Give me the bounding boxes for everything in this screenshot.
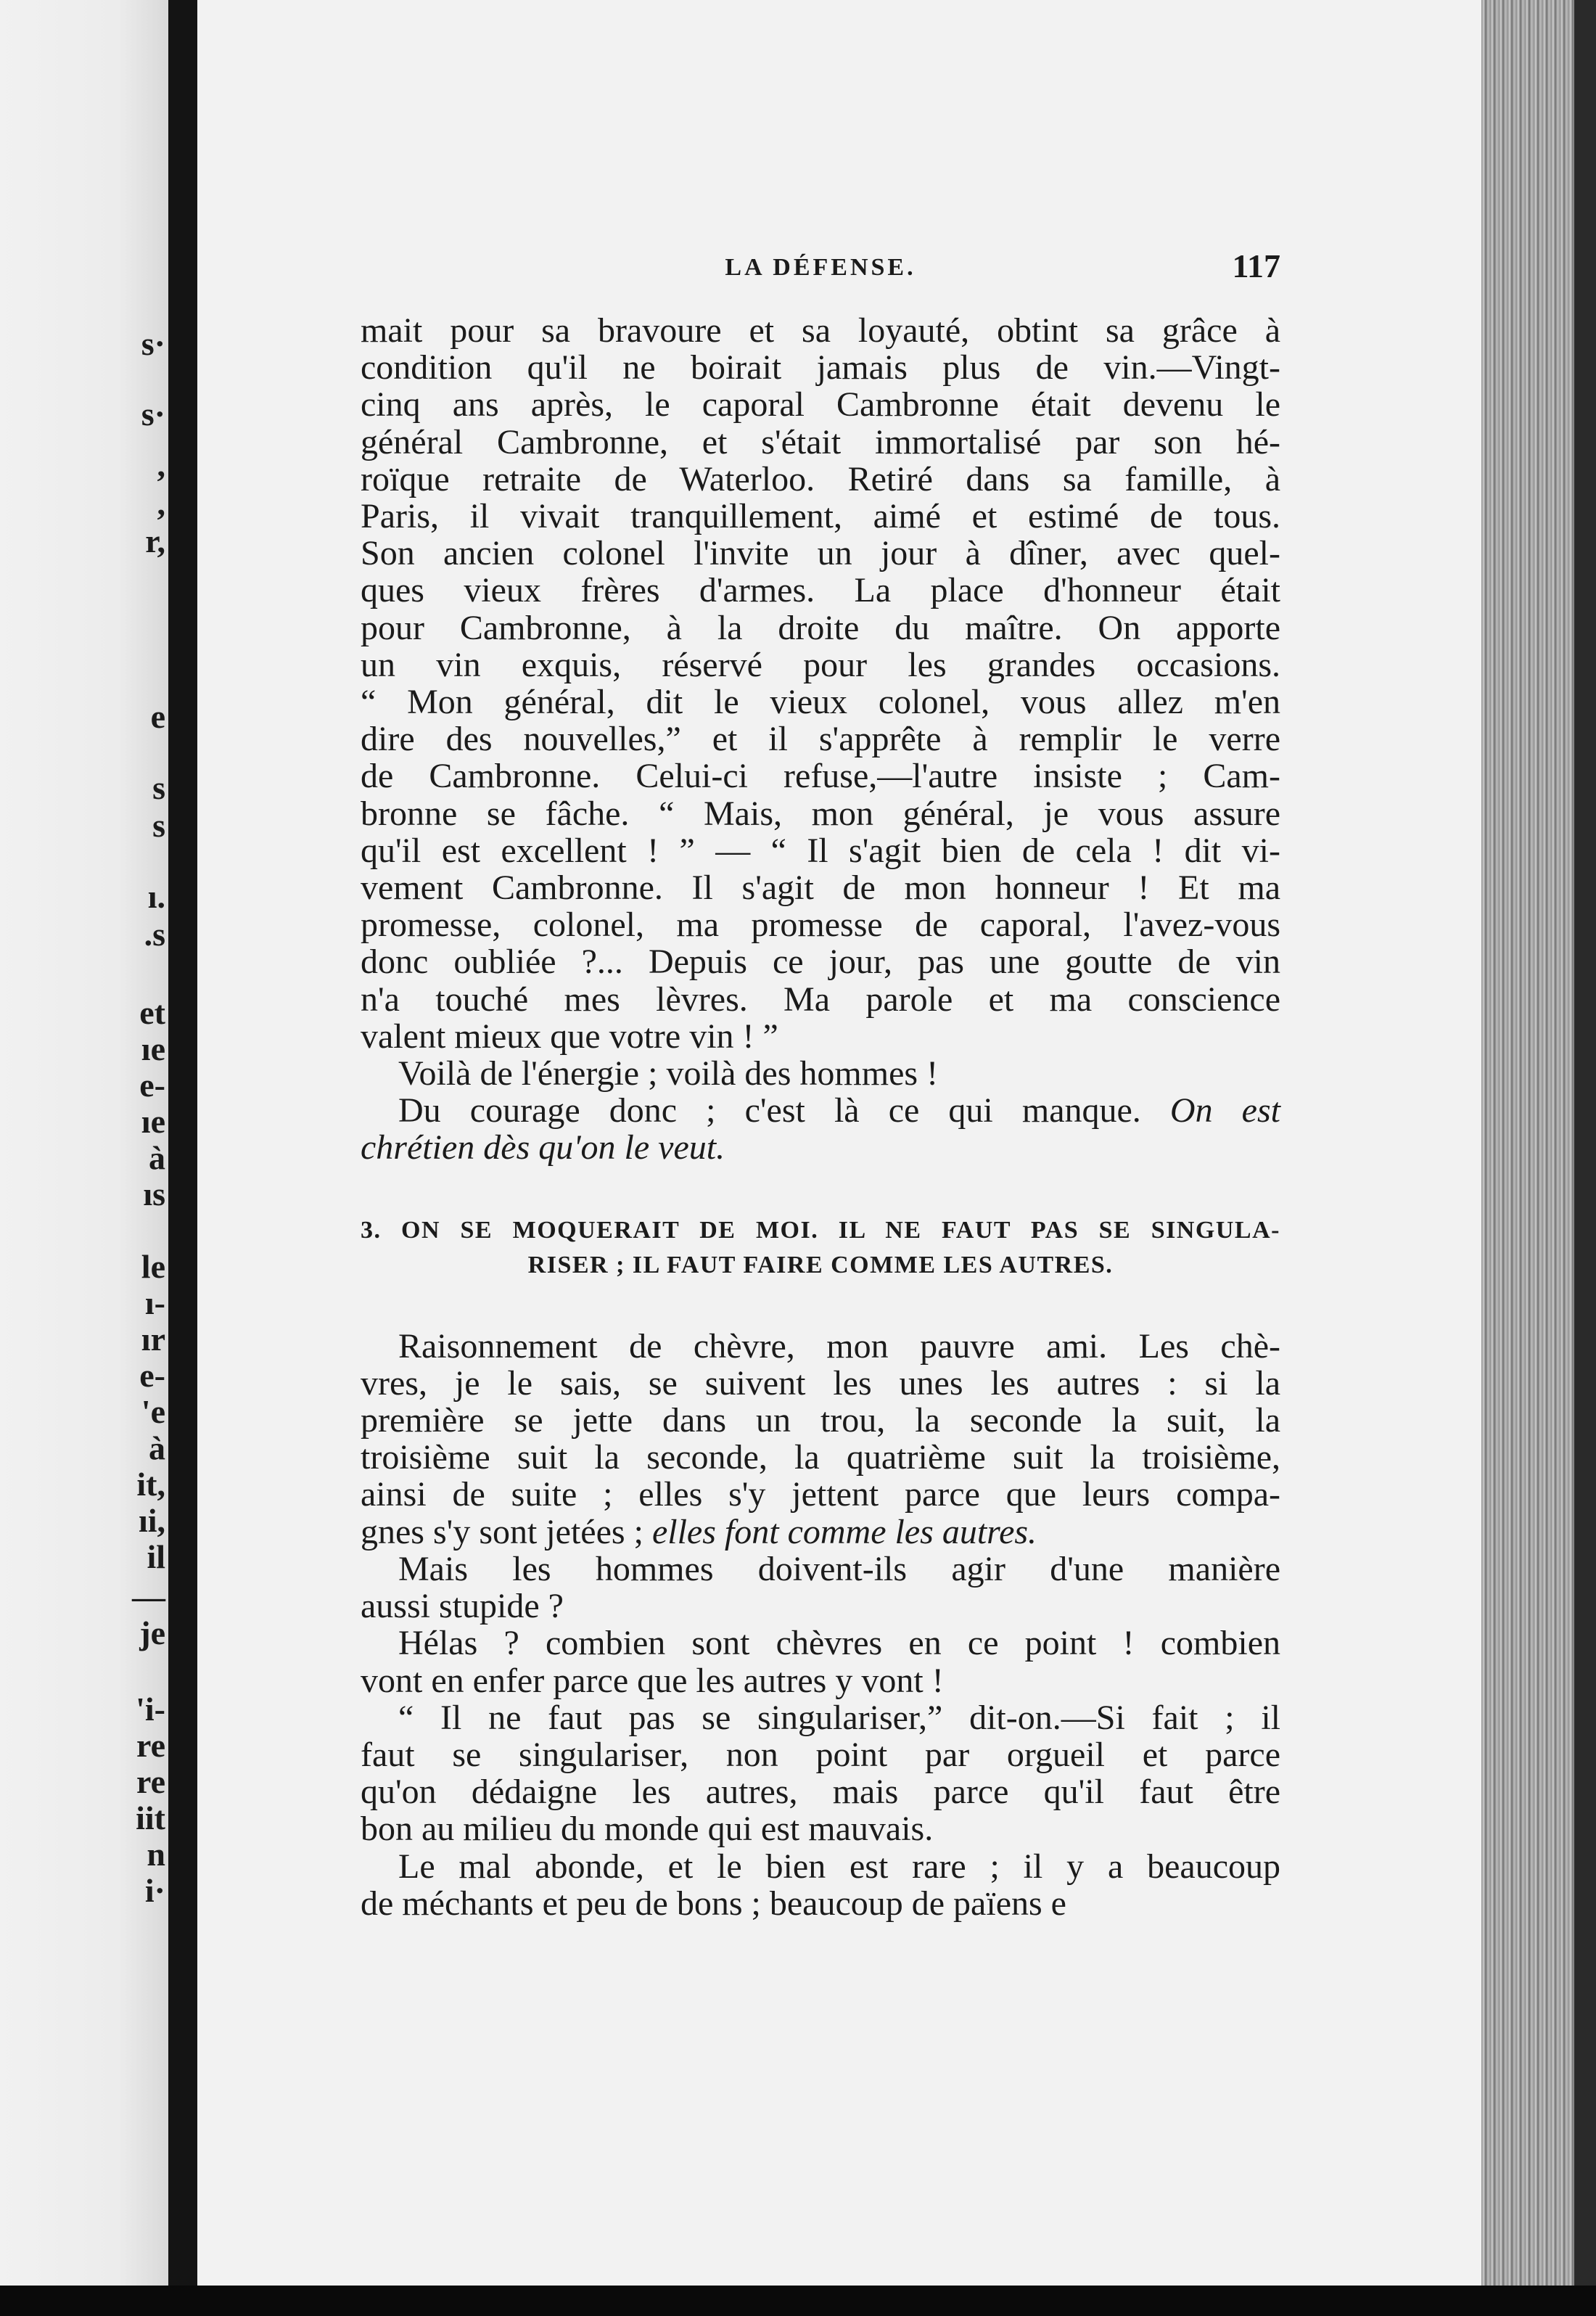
text-line: première se jette dans un trou, la seconde la suit, la xyxy=(361,1401,1280,1440)
text-line: ainsi de suite ; elles s'y jettent parce que leurs compa- xyxy=(361,1475,1280,1514)
facing-page-fragment: s· xyxy=(141,395,165,432)
facing-page-fragment: s xyxy=(152,769,165,806)
paragraph-energie xyxy=(361,1055,1280,1092)
scan-border xyxy=(0,2286,1596,2316)
text-line: valent mieux que votre vin ! ” xyxy=(361,1017,778,1056)
text-line: qu'il est excellent ! ” — “ Il s'agit bien de cela ! dit vi- xyxy=(361,831,1280,870)
text-line: promesse, colonel, ma promesse de caporal, l'avez-vous xyxy=(361,906,1280,945)
running-head xyxy=(361,247,1280,290)
facing-page-fragment: — xyxy=(132,1578,165,1615)
facing-page-fragment: je xyxy=(139,1614,165,1651)
text-line: bon au milieu du monde qui est mauvais. xyxy=(361,1810,934,1849)
facing-page-fragment: à xyxy=(149,1429,165,1466)
italic-text: elles font comme les autres. xyxy=(651,1512,1037,1551)
facing-page-fragment: il xyxy=(147,1538,165,1575)
section-heading xyxy=(361,1213,1280,1283)
text-line: Le mal abonde, et le bien est rare ; il y a beaucoup xyxy=(398,1847,1280,1886)
text-line: condition qu'il ne boirait jamais plus de vin.—Vingt- xyxy=(361,348,1280,387)
text-line: de méchants et peu de bons ; beaucoup de païens e xyxy=(361,1884,1066,1923)
text-line: un vin exquis, réservé pour les grandes occasions. xyxy=(361,645,1280,684)
facing-page-fragment: et xyxy=(139,994,165,1031)
text-line: donc oubliée ?... Depuis ce jour, pas une goutte de vin xyxy=(361,943,1280,982)
facing-page-fragment: le xyxy=(141,1248,165,1285)
facing-page-fragment: i· xyxy=(144,1872,165,1909)
italic-text: chrétien dès qu'on le veut. xyxy=(361,1128,725,1167)
text-line: Son ancien colonel l'invite un jour à dîner, avec quel- xyxy=(361,534,1280,573)
text-line: général Cambronne, et s'était immortalisé par son hé- xyxy=(361,422,1280,461)
text-line: Du courage donc ; c'est là ce qui manque. xyxy=(398,1091,1141,1130)
paragraph-chevre xyxy=(361,1328,1280,1551)
facing-page-fragment: s· xyxy=(141,325,165,362)
text-line: qu'on dédaigne les autres, mais parce qu'il faut être xyxy=(361,1773,1280,1812)
facing-page xyxy=(0,0,168,2293)
text-line: “ Il ne faut pas se singulariser,” dit-on.—Si fait ; il xyxy=(398,1698,1280,1737)
paragraph-courage xyxy=(361,1092,1280,1166)
page-number: 117 xyxy=(1232,247,1280,284)
paragraph-helas xyxy=(361,1625,1280,1699)
facing-page-fragment: iit xyxy=(136,1799,165,1836)
facing-page-fragment: re xyxy=(136,1727,165,1764)
facing-page-fragment: ı. xyxy=(147,878,165,915)
text-line: ques vieux frères d'armes. La place d'honneur était xyxy=(361,571,1280,610)
facing-page-fragment: e- xyxy=(139,1067,165,1104)
paragraph-singulariser xyxy=(361,1699,1280,1848)
paragraph-mal-abonde xyxy=(361,1848,1280,1922)
text-line: Hélas ? combien sont chèvres en ce point ! combien xyxy=(398,1624,1280,1663)
paragraph-cambronne xyxy=(361,312,1280,1055)
facing-page-text-fragments xyxy=(0,0,168,2293)
text-line: faut se singulariser, non point par orgueil et parce xyxy=(361,1735,1280,1774)
facing-page-fragment: ır xyxy=(141,1321,165,1358)
facing-page-fragment: re xyxy=(136,1763,165,1800)
page-stack-edge xyxy=(1481,0,1596,2286)
italic-text: On est xyxy=(1169,1091,1281,1130)
facing-page-fragment: e- xyxy=(139,1357,165,1394)
facing-page-fragment: it, xyxy=(136,1466,165,1503)
running-head-title: LA DÉFENSE. xyxy=(725,254,916,281)
text-line: cinq ans après, le caporal Cambronne était devenu le xyxy=(361,385,1280,424)
facing-page-fragment: ıe xyxy=(141,1103,165,1140)
facing-page-fragment: e xyxy=(150,698,165,735)
facing-page-fragment: ı- xyxy=(144,1284,165,1321)
facing-page-fragment: , xyxy=(157,485,165,522)
facing-page-fragment: s xyxy=(152,807,165,844)
facing-page-fragment: r, xyxy=(145,522,165,559)
facing-page-fragment: à xyxy=(149,1139,165,1176)
text-line: Paris, il vivait tranquillement, aimé et estimé de tous. xyxy=(361,497,1280,536)
text-line: roïque retraite de Waterloo. Retiré dans sa famille, à xyxy=(361,459,1280,498)
text-line: bronne se fâche. “ Mais, mon général, je vous assure xyxy=(361,794,1280,833)
page-text-block xyxy=(361,247,1280,1922)
facing-page-fragment: ıe xyxy=(141,1030,165,1067)
text-line xyxy=(361,1514,1280,1551)
text-line: vont en enfer parce que les autres y vont ! xyxy=(361,1661,944,1700)
facing-page-fragment: .s xyxy=(144,916,165,953)
text-line: mait pour sa bravoure et sa loyauté, obtint sa grâce à xyxy=(361,311,1280,350)
text-line: dire des nouvelles,” et il s'apprête à remplir le verre xyxy=(361,720,1280,759)
paragraph-hommes xyxy=(361,1551,1280,1625)
text-line: “ Mon général, dit le vieux colonel, vous allez m'en xyxy=(361,683,1280,722)
text-line: vement Cambronne. Il s'agit de mon honneur ! Et ma xyxy=(361,868,1280,908)
text-line: troisième suit la seconde, la quatrième suit la troisième, xyxy=(361,1438,1280,1477)
facing-page-fragment: ıi, xyxy=(138,1502,165,1539)
text-line: de Cambronne. Celui-ci refuse,—l'autre insiste ; Cam- xyxy=(361,757,1280,796)
section-heading-line: 3. ON SE MOQUERAIT DE MOI. IL NE FAUT PAS SE SINGULA- xyxy=(361,1216,1280,1244)
text-fragment: gnes s'y sont jetées ; xyxy=(361,1512,652,1551)
facing-page-fragment: 'i- xyxy=(136,1691,165,1728)
text-line: Raisonnement de chèvre, mon pauvre ami. Les chè- xyxy=(398,1326,1280,1366)
book-gutter xyxy=(168,0,197,2316)
text-line: Voilà de l'énergie ; voilà des hommes ! xyxy=(398,1054,939,1093)
facing-page-fragment: 'e xyxy=(141,1393,165,1430)
text-line: aussi stupide ? xyxy=(361,1587,564,1626)
facing-page-fragment: , xyxy=(157,446,165,483)
facing-page-fragment: ıs xyxy=(143,1175,165,1212)
text-line: Mais les hommes doivent-ils agir d'une manière xyxy=(398,1549,1280,1588)
section-heading-line: RISER ; IL FAUT FAIRE COMME LES AUTRES. xyxy=(527,1251,1114,1278)
facing-page-fragment: n xyxy=(147,1836,165,1873)
text-line: vres, je le sais, se suivent les unes les autres : si la xyxy=(361,1363,1280,1403)
text-line: n'a touché mes lèvres. Ma parole et ma conscience xyxy=(361,980,1280,1019)
text-line: pour Cambronne, à la droite du maître. On apporte xyxy=(361,608,1280,647)
